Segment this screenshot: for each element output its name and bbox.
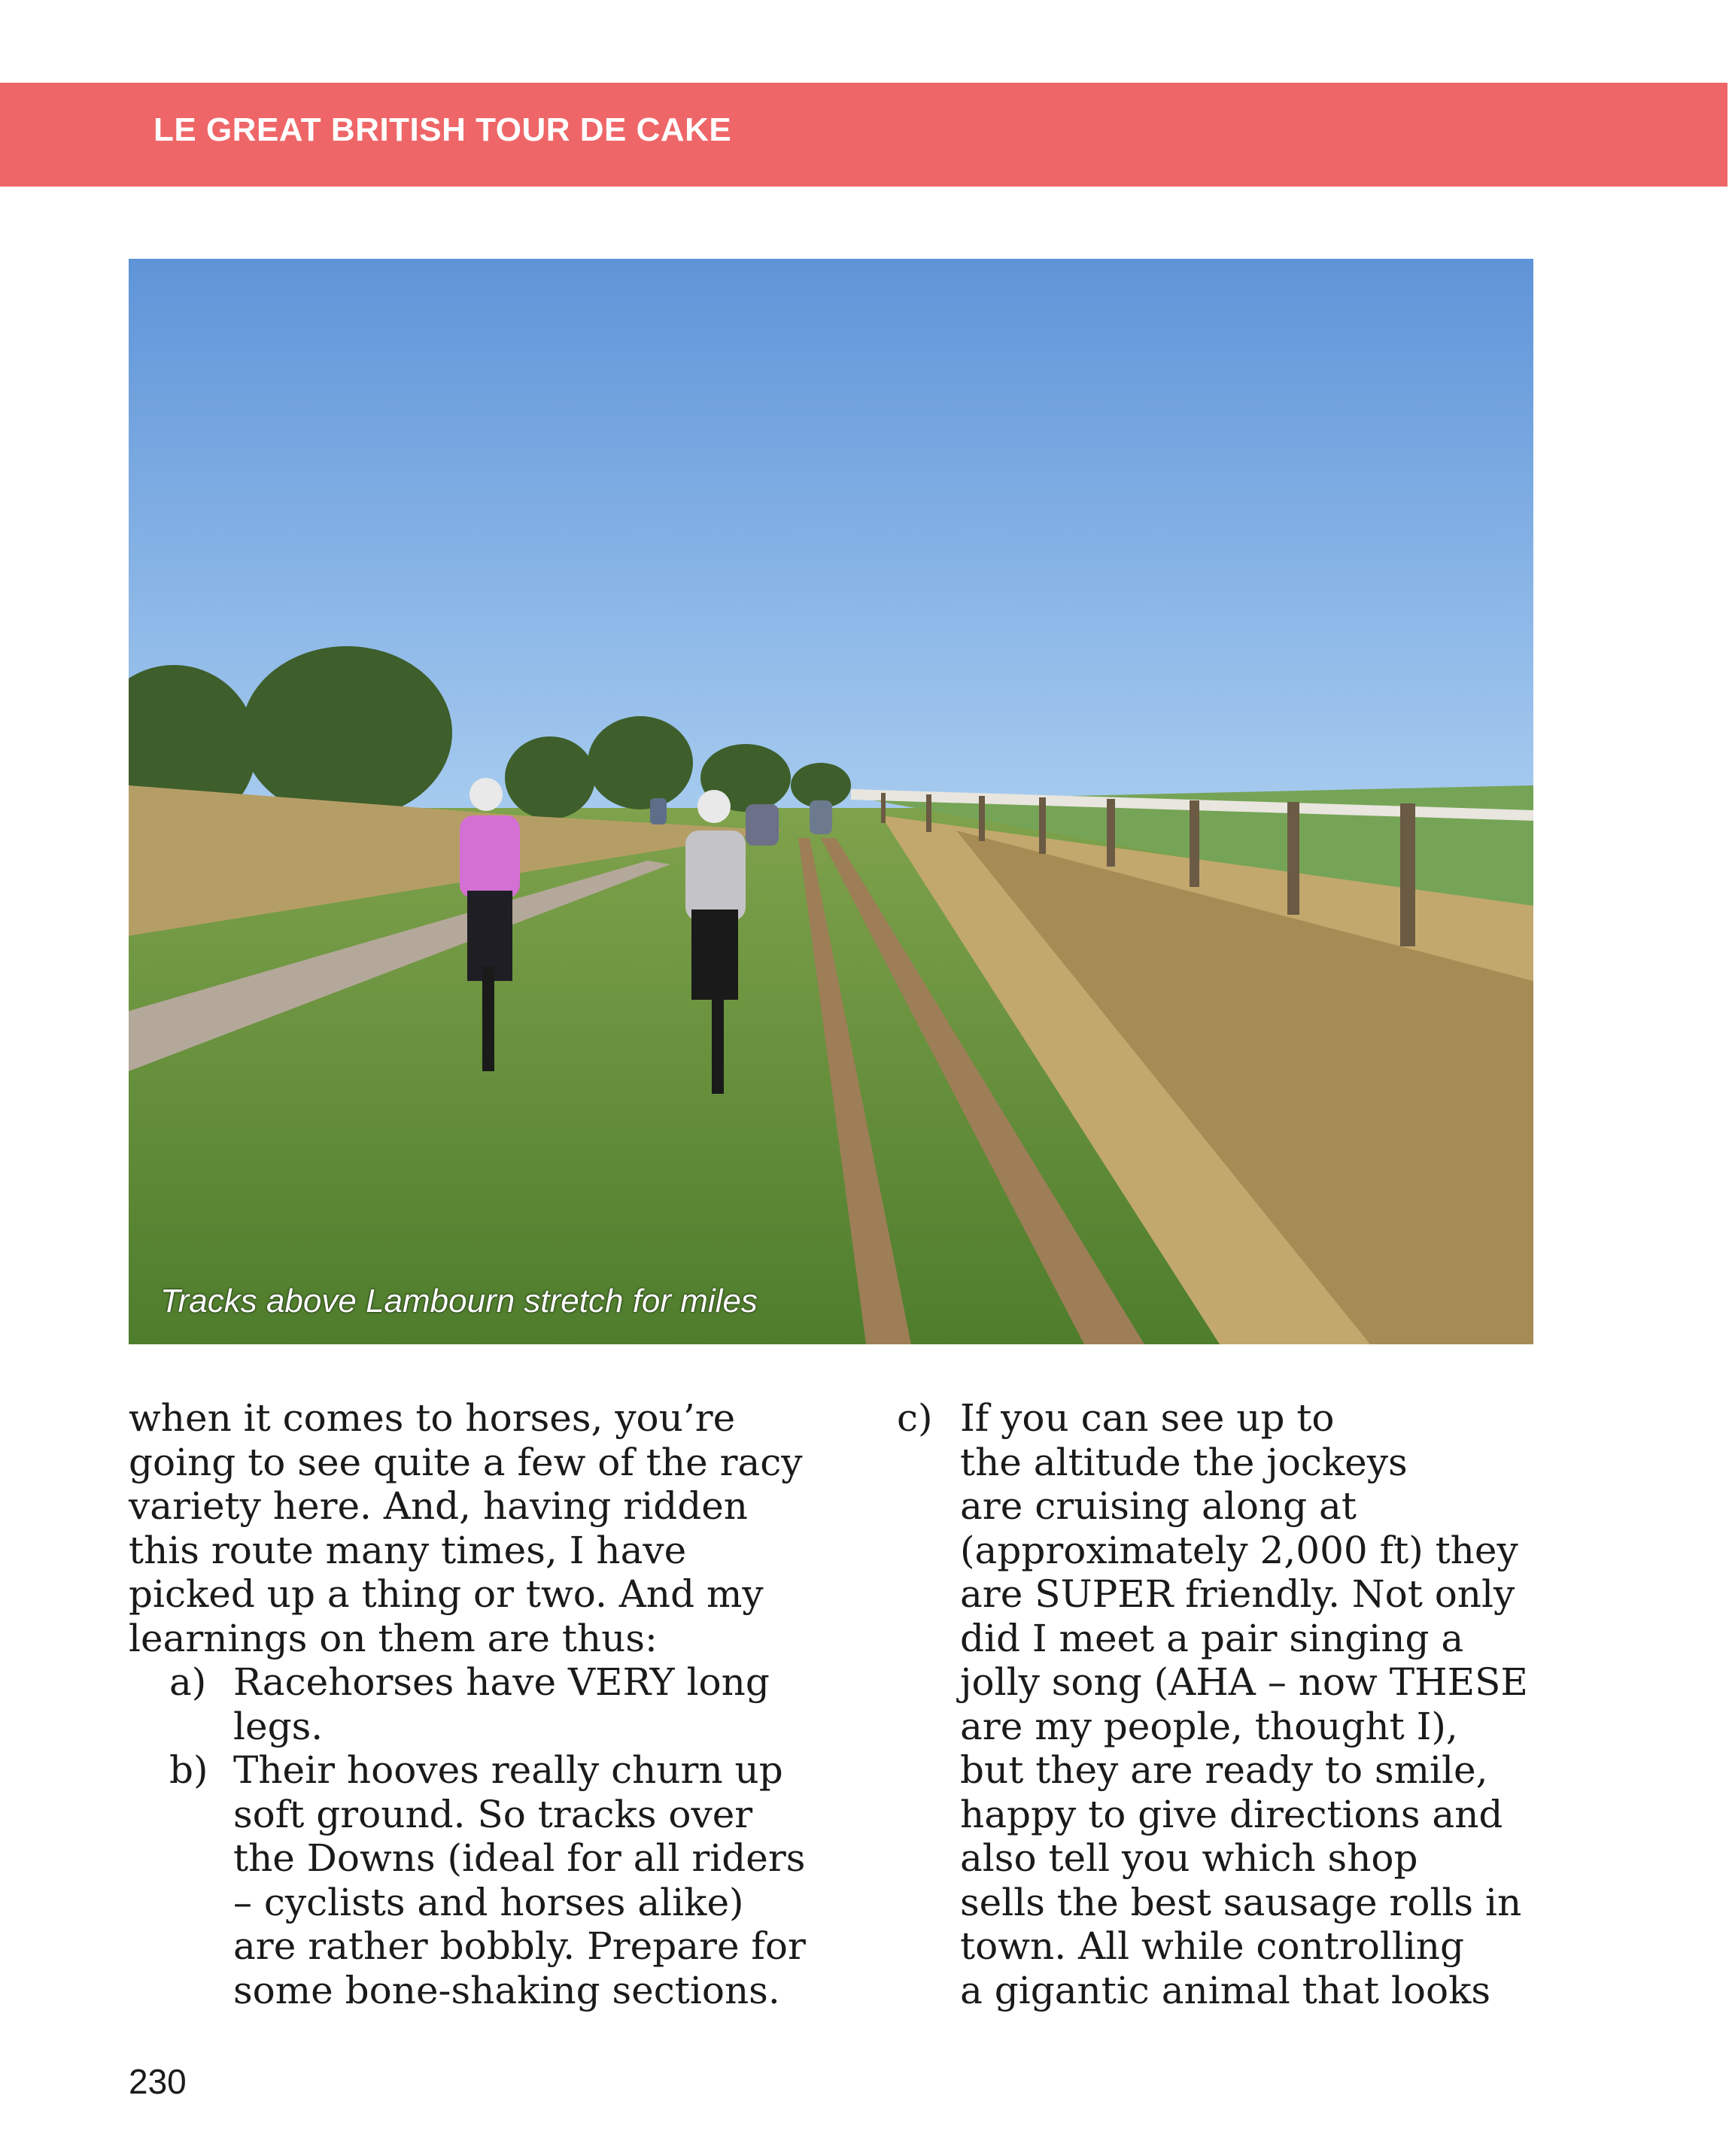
- cyclists-photo: [129, 259, 1533, 1344]
- list-marker: a): [169, 1660, 207, 1704]
- list-item-line: (approximately 2,000 ft) they: [960, 1528, 1518, 1572]
- body-text-line: learnings on them are thus:: [129, 1616, 658, 1660]
- body-text-line: variety here. And, having ridden: [129, 1484, 748, 1528]
- list-item-line: a gigantic animal that looks: [960, 1968, 1491, 2012]
- list-item-line: but they are ready to smile,: [960, 1748, 1488, 1792]
- running-header-title: LE GREAT BRITISH TOUR DE CAKE: [153, 111, 732, 148]
- page-number: 230: [129, 2062, 187, 2101]
- list-item-line: town. All while controlling: [960, 1924, 1465, 1968]
- photo-caption: Tracks above Lambourn stretch for miles: [160, 1283, 758, 1319]
- list-item-line: the Downs (ideal for all riders: [233, 1836, 806, 1880]
- list-item-line: Racehorses have VERY long: [233, 1660, 770, 1704]
- list-item-line: jolly song (AHA – now THESE: [960, 1660, 1528, 1704]
- body-text-line: this route many times, I have: [129, 1528, 687, 1572]
- list-item-line: are SUPER friendly. Not only: [960, 1572, 1515, 1616]
- body-text-line: when it comes to horses, you’re: [129, 1396, 736, 1440]
- body-text-line: picked up a thing or two. And my: [129, 1572, 764, 1616]
- list-item-line: soft ground. So tracks over: [233, 1792, 753, 1836]
- body-column-right: [897, 1396, 1559, 2012]
- list-item-a: [129, 1660, 821, 1748]
- list-item-line: are rather bobbly. Prepare for: [233, 1924, 806, 1968]
- body-column-left: [129, 1396, 821, 2012]
- body-text-line: going to see quite a few of the racy: [129, 1440, 803, 1484]
- list-item-line: are cruising along at: [960, 1484, 1357, 1528]
- list-item-line: are my people, thought I),: [960, 1704, 1458, 1748]
- list-marker: c): [897, 1396, 933, 1440]
- list-marker: b): [169, 1748, 208, 1792]
- list-item-line: – cyclists and horses alike): [233, 1880, 744, 1924]
- list-item-b: [129, 1748, 821, 2012]
- list-item-line: If you can see up to: [960, 1396, 1335, 1440]
- list-item-line: sells the best sausage rolls in: [960, 1880, 1522, 1924]
- list-item-c: [897, 1396, 1559, 2012]
- list-item-line: did I meet a pair singing a: [960, 1616, 1464, 1660]
- list-item-line: also tell you which shop: [960, 1836, 1418, 1880]
- list-item-line: legs.: [233, 1704, 324, 1748]
- list-item-line: some bone-shaking sections.: [233, 1968, 780, 2012]
- list-item-line: the altitude the jockeys: [960, 1440, 1408, 1484]
- list-item-line: Their hooves really churn up: [233, 1748, 783, 1792]
- list-item-line: happy to give directions and: [960, 1792, 1503, 1836]
